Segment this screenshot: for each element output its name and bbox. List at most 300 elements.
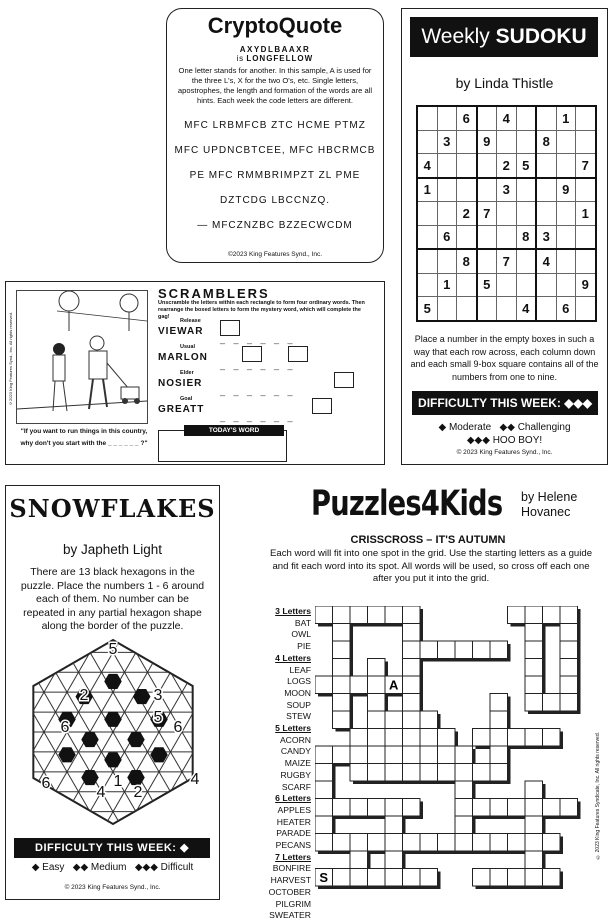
puzzles4kids-group-heading: 4 Letters bbox=[275, 652, 311, 663]
puzzles4kids-cell bbox=[490, 694, 508, 712]
puzzles4kids-cell bbox=[385, 851, 403, 869]
sudoku-cell bbox=[417, 225, 437, 249]
cryptoquote-copyright: ©2023 King Features Synd., Inc. bbox=[227, 251, 323, 258]
snowflakes-number: 1 bbox=[113, 773, 123, 790]
puzzles4kids-cell bbox=[385, 711, 403, 729]
snowflakes-level-medium: ◆◆ Medium bbox=[72, 862, 127, 873]
sudoku-level-challenging: ◆◆ Challenging bbox=[499, 422, 571, 433]
sudoku-row bbox=[417, 178, 596, 202]
snowflakes-number: 6 bbox=[60, 719, 70, 736]
puzzles4kids-cell bbox=[508, 834, 526, 852]
sudoku-cell: 5 bbox=[477, 273, 497, 297]
puzzles4kids-cell bbox=[350, 606, 368, 624]
sudoku-cell: 6 bbox=[556, 297, 576, 321]
puzzles4kids-cell bbox=[333, 869, 351, 887]
puzzles4kids-panel bbox=[249, 482, 607, 921]
puzzles4kids-word: MAIZE bbox=[284, 758, 311, 769]
snowflakes-number: 5 bbox=[153, 709, 163, 726]
puzzles4kids-cell bbox=[508, 869, 526, 887]
puzzles4kids-cell bbox=[490, 764, 508, 782]
puzzles4kids-cell bbox=[543, 606, 561, 624]
puzzles4kids-cell bbox=[473, 764, 491, 782]
puzzles4kids-cell bbox=[490, 746, 508, 764]
puzzles4kids-cell bbox=[525, 729, 543, 747]
sudoku-cell bbox=[417, 130, 437, 154]
puzzles4kids-copyright: © 2023 King Features Syndicate, Inc. All rights reserved. bbox=[595, 732, 601, 860]
sudoku-cell: 3 bbox=[536, 225, 556, 249]
snowflakes-number: 6 bbox=[173, 719, 183, 736]
puzzles4kids-cell bbox=[315, 799, 333, 817]
sudoku-grid bbox=[416, 105, 597, 322]
puzzles4kids-cell bbox=[403, 676, 421, 694]
snowflakes-number: 6 bbox=[41, 775, 51, 792]
sudoku-cell bbox=[457, 297, 477, 321]
puzzles4kids-cell bbox=[508, 606, 526, 624]
cryptoquote-line: — MFCZNZBC BZZECWCDM bbox=[197, 220, 353, 231]
sudoku-row bbox=[417, 202, 596, 226]
sudoku-cell: 3 bbox=[497, 178, 517, 202]
puzzles4kids-word: SWEATER bbox=[269, 910, 311, 921]
cryptoquote-sample-answer: LONGFELLOW bbox=[246, 54, 314, 63]
puzzles4kids-word: OCTOBER bbox=[268, 886, 311, 897]
puzzles4kids-cell bbox=[350, 764, 368, 782]
puzzles4kids-cell bbox=[490, 711, 508, 729]
puzzles4kids-cell bbox=[473, 799, 491, 817]
puzzles4kids-cell bbox=[403, 694, 421, 712]
sudoku-cell: 4 bbox=[417, 154, 437, 178]
sudoku-cell bbox=[576, 225, 596, 249]
sudoku-cell bbox=[437, 106, 457, 130]
puzzles4kids-word: PARADE bbox=[276, 828, 311, 839]
puzzles4kids-cell bbox=[525, 641, 543, 659]
puzzles4kids-cell bbox=[403, 746, 421, 764]
puzzles4kids-word: OWL bbox=[291, 629, 311, 640]
sudoku-row bbox=[417, 249, 596, 273]
puzzles4kids-subtitle: CRISSCROSS – IT'S AUTUMN bbox=[350, 534, 506, 546]
sudoku-row bbox=[417, 273, 596, 297]
puzzles4kids-cell bbox=[525, 676, 543, 694]
snowflakes-byline: by Japheth Light bbox=[62, 542, 163, 557]
sudoku-cell bbox=[477, 225, 497, 249]
puzzles4kids-cell bbox=[438, 641, 456, 659]
puzzles4kids-cell bbox=[455, 746, 473, 764]
sudoku-cell bbox=[457, 178, 477, 202]
puzzles4kids-cell bbox=[350, 729, 368, 747]
puzzles4kids-cell bbox=[385, 816, 403, 834]
puzzles4kids-cell bbox=[490, 729, 508, 747]
puzzles4kids-cell bbox=[560, 641, 578, 659]
puzzles4kids-cell bbox=[473, 869, 491, 887]
puzzles4kids-cell bbox=[333, 694, 351, 712]
sudoku-cell bbox=[556, 225, 576, 249]
puzzles4kids-byline-1: by Helene bbox=[521, 490, 578, 504]
sudoku-cell bbox=[556, 130, 576, 154]
puzzles4kids-cell bbox=[455, 764, 473, 782]
puzzles4kids-cell bbox=[385, 606, 403, 624]
puzzles4kids-word: BONFIRE bbox=[272, 863, 311, 874]
sudoku-cell bbox=[536, 202, 556, 226]
puzzles4kids-cell bbox=[525, 834, 543, 852]
puzzles4kids-rules: Each word will fit into one spot in the grid. Use the starting letters as a guide and fit each word into its spot. All words will be used, so cross off each one after you put it into the grid. bbox=[269, 548, 593, 584]
puzzles4kids-word: APPLES bbox=[277, 804, 311, 815]
puzzles4kids-cell bbox=[543, 729, 561, 747]
puzzles4kids-cell bbox=[560, 799, 578, 817]
puzzles4kids-starting-letter: A bbox=[389, 677, 399, 693]
sudoku-cell: 4 bbox=[536, 249, 556, 273]
sudoku-cell bbox=[437, 154, 457, 178]
sudoku-cell: 8 bbox=[516, 225, 536, 249]
puzzles4kids-cell bbox=[385, 746, 403, 764]
puzzles4kids-cell bbox=[333, 624, 351, 642]
sudoku-cell bbox=[477, 178, 497, 202]
puzzles4kids-word: SCARF bbox=[281, 781, 311, 792]
snowflakes-number: 2 bbox=[79, 687, 89, 704]
puzzles4kids-cell bbox=[315, 816, 333, 834]
sudoku-row bbox=[417, 106, 596, 130]
scramblers-rules: Unscramble the letters within each rectangle to form four ordinary words. Then rearrange the boxed letters to form the mystery word, which will complete the gag! bbox=[158, 300, 365, 320]
scramblers-word-row bbox=[158, 370, 383, 394]
puzzles4kids-cell bbox=[560, 624, 578, 642]
sudoku-difficulty-banner: DIFFICULTY THIS WEEK: ◆◆◆ bbox=[412, 391, 598, 415]
puzzles4kids-cell bbox=[403, 764, 421, 782]
puzzles4kids-word: PILGRIM bbox=[275, 898, 311, 909]
scramblers-word: MARLON bbox=[158, 352, 208, 363]
puzzles4kids-cell bbox=[438, 746, 456, 764]
sudoku-cell: 6 bbox=[457, 106, 477, 130]
snowflakes-number: 5 bbox=[108, 641, 118, 658]
sudoku-levels bbox=[402, 421, 607, 447]
cryptoquote-sample-code: AXYDLBAAXR bbox=[239, 45, 311, 54]
puzzles4kids-word: LOGS bbox=[287, 676, 311, 687]
scramblers-todays-word-label: TODAY'S WORD bbox=[184, 425, 284, 436]
puzzles4kids-cell bbox=[508, 729, 526, 747]
puzzles4kids-word: HARVEST bbox=[270, 875, 311, 886]
puzzles4kids-cell bbox=[438, 729, 456, 747]
puzzles4kids-word-list bbox=[249, 606, 311, 922]
sudoku-cell bbox=[417, 106, 437, 130]
puzzles4kids-cell bbox=[368, 799, 386, 817]
scramblers-panel bbox=[5, 281, 385, 465]
snowflakes-number: 2 bbox=[133, 784, 143, 801]
sudoku-cell: 2 bbox=[457, 202, 477, 226]
sudoku-cell bbox=[556, 273, 576, 297]
puzzles4kids-word: BAT bbox=[294, 617, 311, 628]
scramblers-hint: Release bbox=[180, 318, 201, 324]
puzzles4kids-byline bbox=[521, 490, 577, 520]
scramblers-word: VIEWAR bbox=[158, 326, 204, 337]
puzzles4kids-cell bbox=[473, 729, 491, 747]
scramblers-blanks: _ _ _ _ _ _ bbox=[220, 334, 296, 344]
puzzles4kids-cell bbox=[385, 799, 403, 817]
puzzles4kids-cell bbox=[385, 729, 403, 747]
puzzles4kids-cell bbox=[350, 869, 368, 887]
puzzles4kids-cell bbox=[455, 641, 473, 659]
puzzles4kids-cell bbox=[315, 676, 333, 694]
puzzles4kids-byline-2: Hovanec bbox=[521, 505, 571, 519]
puzzles4kids-cell bbox=[350, 746, 368, 764]
puzzles4kids-cell bbox=[403, 729, 421, 747]
sudoku-cell bbox=[497, 225, 517, 249]
puzzles4kids-cell bbox=[368, 729, 386, 747]
puzzles4kids-cell bbox=[420, 711, 438, 729]
scramblers-caption: "If you want to run things in this country, why don't you start with the _ _ _ _ _ _ ?" bbox=[20, 428, 148, 447]
scramblers-cartoon-image bbox=[16, 290, 148, 424]
sudoku-row bbox=[417, 130, 596, 154]
puzzles4kids-cell bbox=[333, 799, 351, 817]
puzzles4kids-cell bbox=[350, 676, 368, 694]
sudoku-cell bbox=[437, 178, 457, 202]
puzzles4kids-cell bbox=[385, 834, 403, 852]
puzzles4kids-cell bbox=[543, 694, 561, 712]
sudoku-cell bbox=[576, 297, 596, 321]
sudoku-cell: 4 bbox=[516, 297, 536, 321]
puzzles4kids-starting-letter: S bbox=[319, 870, 329, 886]
puzzles4kids-cell bbox=[455, 799, 473, 817]
sudoku-cell bbox=[516, 202, 536, 226]
sudoku-cell bbox=[477, 154, 497, 178]
snowflakes-panel bbox=[5, 485, 220, 900]
scramblers-copyright: ©2023 King Features Synd., Inc. All rights reserved. bbox=[8, 312, 13, 406]
sudoku-cell bbox=[457, 225, 477, 249]
sudoku-banner bbox=[410, 17, 598, 57]
scramblers-hint: Elder bbox=[180, 370, 194, 376]
sudoku-cell: 8 bbox=[457, 249, 477, 273]
sudoku-cell bbox=[556, 249, 576, 273]
sudoku-cell bbox=[477, 106, 497, 130]
puzzles4kids-cell bbox=[333, 641, 351, 659]
snowflakes-copyright: © 2023 King Features Synd., Inc. bbox=[64, 884, 161, 891]
puzzles4kids-cell bbox=[420, 746, 438, 764]
puzzles4kids-crisscross-grid bbox=[315, 606, 585, 891]
sudoku-cell bbox=[536, 106, 556, 130]
sudoku-row bbox=[417, 154, 596, 178]
sudoku-cell: 9 bbox=[556, 178, 576, 202]
puzzles4kids-cell bbox=[490, 834, 508, 852]
sudoku-cell: 3 bbox=[437, 130, 457, 154]
puzzles4kids-cell bbox=[333, 659, 351, 677]
puzzles4kids-word: CANDY bbox=[280, 746, 311, 757]
puzzles4kids-word: ACORN bbox=[279, 734, 311, 745]
sudoku-banner-title: SUDOKU bbox=[495, 25, 587, 48]
puzzles4kids-group-heading: 7 Letters bbox=[275, 851, 311, 862]
puzzles4kids-title: Puzzles4Kids bbox=[311, 484, 503, 524]
puzzles4kids-cell bbox=[543, 869, 561, 887]
puzzles4kids-cell bbox=[403, 659, 421, 677]
sudoku-cell bbox=[576, 178, 596, 202]
sudoku-cell: 8 bbox=[536, 130, 556, 154]
puzzles4kids-cell bbox=[403, 711, 421, 729]
puzzles4kids-cell bbox=[403, 834, 421, 852]
puzzles4kids-cell bbox=[333, 676, 351, 694]
puzzles4kids-cell bbox=[333, 834, 351, 852]
puzzles4kids-word: LEAF bbox=[289, 664, 311, 675]
puzzles4kids-cell bbox=[543, 799, 561, 817]
puzzles4kids-cell bbox=[385, 869, 403, 887]
sudoku-cell bbox=[497, 202, 517, 226]
sudoku-cell: 9 bbox=[576, 273, 596, 297]
puzzles4kids-cell bbox=[508, 799, 526, 817]
sudoku-cell bbox=[417, 249, 437, 273]
sudoku-cell bbox=[417, 273, 437, 297]
sudoku-cell: 7 bbox=[576, 154, 596, 178]
puzzles4kids-word: HEATER bbox=[276, 816, 311, 827]
scramblers-blanks: _ _ _ _ _ _ bbox=[220, 412, 296, 422]
sudoku-row bbox=[417, 297, 596, 321]
puzzles4kids-cell bbox=[315, 834, 333, 852]
puzzles4kids-cell bbox=[315, 746, 333, 764]
puzzles4kids-cell bbox=[403, 624, 421, 642]
puzzles4kids-cell bbox=[403, 799, 421, 817]
puzzles4kids-cell bbox=[420, 834, 438, 852]
puzzles4kids-cell bbox=[420, 869, 438, 887]
sudoku-cell: 1 bbox=[417, 178, 437, 202]
puzzles4kids-cell bbox=[560, 694, 578, 712]
sudoku-cell bbox=[497, 273, 517, 297]
puzzles4kids-cell bbox=[543, 834, 561, 852]
puzzles4kids-cell bbox=[525, 606, 543, 624]
sudoku-copyright: © 2023 King Features Synd., Inc. bbox=[456, 449, 553, 456]
sudoku-cell bbox=[556, 154, 576, 178]
sudoku-banner-prefix: Weekly bbox=[421, 25, 490, 48]
puzzles4kids-cell bbox=[315, 764, 333, 782]
puzzles4kids-cell bbox=[403, 606, 421, 624]
sudoku-cell bbox=[576, 106, 596, 130]
puzzles4kids-cell bbox=[490, 869, 508, 887]
puzzles4kids-cell bbox=[525, 781, 543, 799]
cryptoquote-line: MFC UPDNCBTCEE, MFC HBCRMCB bbox=[174, 145, 376, 156]
puzzles4kids-cell bbox=[333, 606, 351, 624]
snowflakes-title: SNOWFLAKES bbox=[9, 494, 216, 523]
sudoku-cell bbox=[417, 202, 437, 226]
sudoku-rules: Place a number in the empty boxes in such a way that each row across, each column down and each small 9-box square contains all of the numbers from one to nine. bbox=[410, 334, 599, 382]
sudoku-cell bbox=[516, 106, 536, 130]
scramblers-letter-box bbox=[312, 398, 332, 414]
puzzles4kids-cell bbox=[473, 834, 491, 852]
sudoku-cell bbox=[457, 273, 477, 297]
sudoku-cell bbox=[437, 297, 457, 321]
cryptoquote-rules: One letter stands for another. In this sample, A is used for the three L's, X for the two O's, etc. Single letters, apostrophes, the length and formation of the words are all hints. Each week the code letters are different. bbox=[177, 66, 373, 105]
snowflakes-level-easy: ◆ Easy bbox=[31, 862, 65, 873]
puzzles4kids-cell bbox=[420, 641, 438, 659]
cryptoquote-line: MFC LRBMFCB ZTC HCME PTMZ bbox=[184, 120, 366, 131]
puzzles4kids-word: PECANS bbox=[275, 840, 311, 851]
puzzles4kids-cell bbox=[525, 624, 543, 642]
puzzles4kids-cell bbox=[490, 641, 508, 659]
puzzles4kids-cell bbox=[350, 799, 368, 817]
puzzles4kids-cell bbox=[350, 834, 368, 852]
puzzles4kids-cell bbox=[525, 869, 543, 887]
puzzles4kids-cell bbox=[385, 764, 403, 782]
scramblers-hint: Usual bbox=[180, 344, 195, 350]
cryptoquote-line: PE MFC RMMBRIMPZT ZL PME bbox=[189, 170, 361, 181]
cryptoquote-sample-line bbox=[167, 54, 383, 63]
sudoku-cell bbox=[536, 178, 556, 202]
puzzles4kids-cell bbox=[438, 764, 456, 782]
puzzles4kids-cell bbox=[403, 641, 421, 659]
sudoku-cell bbox=[576, 249, 596, 273]
puzzles4kids-cell bbox=[525, 659, 543, 677]
sudoku-cell: 5 bbox=[516, 154, 536, 178]
sudoku-cell bbox=[477, 297, 497, 321]
puzzles4kids-cell bbox=[368, 606, 386, 624]
puzzles4kids-word: STEW bbox=[286, 711, 311, 722]
puzzles4kids-cell bbox=[403, 869, 421, 887]
puzzles4kids-cell bbox=[438, 834, 456, 852]
puzzles4kids-cell bbox=[420, 764, 438, 782]
sudoku-row bbox=[417, 225, 596, 249]
cryptoquote-line: DZTCDG LBCCNZQ. bbox=[220, 195, 330, 206]
sudoku-cell: 7 bbox=[497, 249, 517, 273]
puzzles4kids-cell bbox=[525, 816, 543, 834]
scramblers-blanks: _ _ _ _ _ _ bbox=[220, 360, 296, 370]
puzzles4kids-cell bbox=[473, 641, 491, 659]
scramblers-letter-box bbox=[334, 372, 354, 388]
scramblers-hint: Goal bbox=[180, 396, 193, 402]
sudoku-cell bbox=[536, 154, 556, 178]
sudoku-cell bbox=[536, 297, 556, 321]
sudoku-cell bbox=[457, 154, 477, 178]
puzzles4kids-cell bbox=[350, 851, 368, 869]
sudoku-cell: 9 bbox=[477, 130, 497, 154]
sudoku-cell bbox=[556, 202, 576, 226]
sudoku-cell: 1 bbox=[556, 106, 576, 130]
puzzles4kids-word: PIE bbox=[297, 641, 311, 652]
snowflakes-difficulty-banner: DIFFICULTY THIS WEEK: ◆ bbox=[14, 838, 210, 858]
sudoku-cell bbox=[457, 130, 477, 154]
sudoku-cell: 1 bbox=[576, 202, 596, 226]
puzzles4kids-cell bbox=[368, 711, 386, 729]
puzzles4kids-cell bbox=[368, 746, 386, 764]
puzzles4kids-word: SOUP bbox=[286, 699, 311, 710]
puzzles4kids-cell bbox=[368, 869, 386, 887]
puzzles4kids-cell bbox=[560, 606, 578, 624]
sudoku-cell: 7 bbox=[477, 202, 497, 226]
sudoku-cell: 1 bbox=[437, 273, 457, 297]
puzzles4kids-group-heading: 6 Letters bbox=[275, 793, 311, 804]
puzzles4kids-cell bbox=[368, 764, 386, 782]
scramblers-word-row bbox=[158, 396, 383, 420]
snowflakes-grid bbox=[18, 632, 208, 832]
sudoku-cell bbox=[497, 297, 517, 321]
puzzles4kids-group-heading: 5 Letters bbox=[275, 723, 311, 734]
puzzles4kids-cell bbox=[315, 781, 333, 799]
scramblers-title: SCRAMBLERS bbox=[158, 286, 270, 301]
puzzles4kids-cell bbox=[368, 676, 386, 694]
snowflakes-number: 4 bbox=[96, 784, 106, 801]
puzzles4kids-cell bbox=[333, 711, 351, 729]
snowflakes-rules: There are 13 black hexagons in the puzzle. Place the numbers 1 - 6 around each of them. No number can be repeated in any partial hexagon shape along the border of the puzzle. bbox=[20, 566, 205, 632]
puzzles4kids-cell bbox=[525, 694, 543, 712]
puzzles4kids-cell bbox=[333, 746, 351, 764]
cryptoquote-sample-is: is bbox=[236, 54, 244, 63]
sudoku-cell bbox=[477, 249, 497, 273]
puzzles4kids-cell bbox=[455, 781, 473, 799]
scramblers-word-row bbox=[158, 318, 383, 342]
sudoku-level-moderate: ◆ Moderate bbox=[438, 422, 492, 433]
sudoku-byline: by Linda Thistle bbox=[455, 75, 554, 91]
snowflakes-level-difficult: ◆◆◆ Difficult bbox=[134, 862, 194, 873]
scramblers-letter-box bbox=[220, 320, 240, 336]
puzzles4kids-cell bbox=[315, 606, 333, 624]
sudoku-cell bbox=[516, 249, 536, 273]
sudoku-cell bbox=[516, 130, 536, 154]
scramblers-letter-box bbox=[242, 346, 262, 362]
puzzles4kids-cell bbox=[560, 659, 578, 677]
sudoku-cell bbox=[516, 273, 536, 297]
sudoku-cell bbox=[576, 130, 596, 154]
snowflakes-number: 3 bbox=[153, 687, 163, 704]
puzzles4kids-cell bbox=[455, 816, 473, 834]
